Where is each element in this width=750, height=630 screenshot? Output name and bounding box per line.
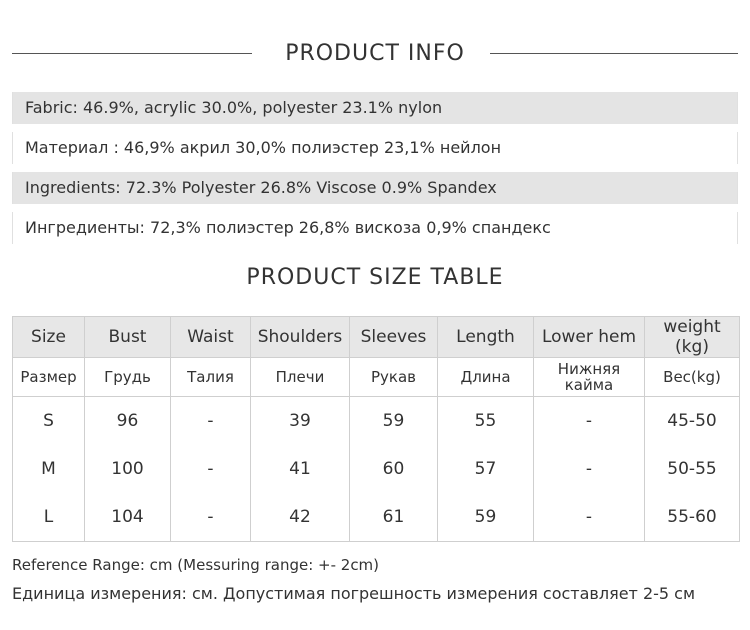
cell-bust: 100 bbox=[85, 445, 171, 493]
col-header-length: Length bbox=[438, 317, 534, 358]
col-header-sleeves: Sleeves bbox=[350, 317, 438, 358]
cell-shoulders: 41 bbox=[251, 445, 350, 493]
size-table-heading bbox=[0, 262, 750, 292]
col-header-size: Size bbox=[13, 317, 85, 358]
col-header-bust: Bust bbox=[85, 317, 171, 358]
col-header-waist-ru: Талия bbox=[171, 358, 251, 397]
table-row bbox=[13, 493, 740, 542]
info-row-fabric: Fabric: 46.9%, acrylic 30.0%, polyester 23.1% nylon bbox=[12, 92, 738, 124]
col-header-sleeves-ru: Рукав bbox=[350, 358, 438, 397]
cell-sleeves: 59 bbox=[350, 397, 438, 446]
product-info-title: PRODUCT INFO bbox=[285, 40, 465, 66]
col-header-size-ru: Размер bbox=[13, 358, 85, 397]
size-table-title: PRODUCT SIZE TABLE bbox=[246, 264, 504, 290]
table-row bbox=[13, 397, 740, 446]
cell-weight: 50-55 bbox=[645, 445, 740, 493]
measurement-note-ru: Единица измерения: см. Допустимая погрешность измерения составляет 2-5 см bbox=[12, 584, 696, 603]
cell-waist: - bbox=[171, 493, 251, 542]
heading-rule-right bbox=[490, 53, 738, 54]
info-row-ingredients: Ingredients: 72.3% Polyester 26.8% Viscose 0.9% Spandex bbox=[12, 172, 738, 204]
cell-size: L bbox=[13, 493, 85, 542]
col-header-bust-ru: Грудь bbox=[85, 358, 171, 397]
col-header-shoulders-ru: Плечи bbox=[251, 358, 350, 397]
cell-waist: - bbox=[171, 445, 251, 493]
cell-shoulders: 39 bbox=[251, 397, 350, 446]
col-header-lower-hem: Lower hem bbox=[534, 317, 645, 358]
cell-sleeves: 60 bbox=[350, 445, 438, 493]
col-header-weight: weight (kg) bbox=[645, 317, 740, 358]
col-header-shoulders: Shoulders bbox=[251, 317, 350, 358]
info-row-material-ru: Материал : 46,9% акрил 30,0% полиэстер 23,1% нейлон bbox=[12, 132, 738, 164]
col-header-waist: Waist bbox=[171, 317, 251, 358]
cell-length: 55 bbox=[438, 397, 534, 446]
size-table-header-en bbox=[13, 317, 740, 358]
size-table-header-ru bbox=[13, 358, 740, 397]
cell-length: 57 bbox=[438, 445, 534, 493]
cell-sleeves: 61 bbox=[350, 493, 438, 542]
cell-weight: 45-50 bbox=[645, 397, 740, 446]
cell-bust: 96 bbox=[85, 397, 171, 446]
cell-shoulders: 42 bbox=[251, 493, 350, 542]
table-row bbox=[13, 445, 740, 493]
cell-bust: 104 bbox=[85, 493, 171, 542]
product-info-heading bbox=[0, 38, 750, 68]
cell-lower-hem: - bbox=[534, 493, 645, 542]
col-header-lower-hem-ru: Нижняя кайма bbox=[534, 358, 645, 397]
info-row-ingredients-ru: Ингредиенты: 72,3% полиэстер 26,8% вискоза 0,9% спандекс bbox=[12, 212, 738, 244]
col-header-weight-ru: Вес(kg) bbox=[645, 358, 740, 397]
cell-lower-hem: - bbox=[534, 445, 645, 493]
cell-lower-hem: - bbox=[534, 397, 645, 446]
cell-size: M bbox=[13, 445, 85, 493]
cell-waist: - bbox=[171, 397, 251, 446]
cell-size: S bbox=[13, 397, 85, 446]
cell-weight: 55-60 bbox=[645, 493, 740, 542]
col-header-length-ru: Длина bbox=[438, 358, 534, 397]
cell-length: 59 bbox=[438, 493, 534, 542]
reference-range-note: Reference Range: cm (Messuring range: +- 2cm) bbox=[12, 556, 380, 574]
size-table bbox=[12, 316, 740, 542]
heading-rule-left bbox=[12, 53, 252, 54]
